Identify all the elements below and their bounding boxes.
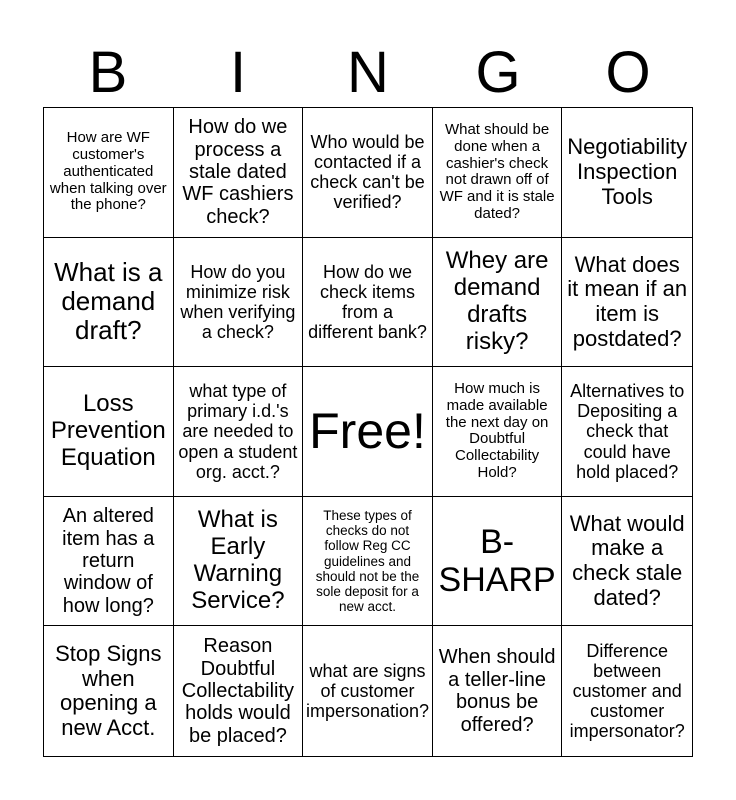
free-space[interactable]: Free! [303,367,433,497]
bingo-cell-r2c2[interactable]: How do you minimize risk when verifying a check? [174,238,304,368]
bingo-cell-r4c2[interactable]: What is Early Warning Service? [174,497,304,627]
bingo-cell-r2c5[interactable]: What does it mean if an item is postdated? [562,238,692,368]
bingo-cell-r3c2[interactable]: what type of primary i.d.'s are needed to open a student org. acct.? [174,367,304,497]
bingo-cell-r1c1[interactable]: How are WF customer's authenticated when talking over the phone? [44,108,174,238]
bingo-cell-r4c4[interactable]: B-SHARP [433,497,563,627]
header-letter-o: O [605,40,651,105]
bingo-cell-r5c2[interactable]: Reason Doubtful Collectability holds would be placed? [174,626,304,756]
bingo-header [43,42,693,104]
header-letter-g: G [475,40,521,105]
bingo-cell-r1c4[interactable]: What should be done when a cashier's check not drawn off of WF and it is stale dated? [433,108,563,238]
bingo-cell-r2c1[interactable]: What is a demand draft? [44,238,174,368]
header-letter-n: N [347,40,389,105]
bingo-cell-r3c4[interactable]: How much is made available the next day on Doubtful Collectability Hold? [433,367,563,497]
bingo-cell-r1c3[interactable]: Who would be contacted if a check can't be verified? [303,108,433,238]
bingo-card [43,107,693,757]
bingo-cell-r3c1[interactable]: Loss Prevention Equation [44,367,174,497]
bingo-cell-r3c5[interactable]: Alternatives to Depositing a check that could have hold placed? [562,367,692,497]
bingo-cell-r5c3[interactable]: what are signs of customer impersonation? [303,626,433,756]
bingo-cell-r5c4[interactable]: When should a teller-line bonus be offered? [433,626,563,756]
bingo-cell-r5c5[interactable]: Difference between customer and customer impersonator? [569,640,685,742]
bingo-cell-r5c1[interactable]: Stop Signs when opening a new Acct. [44,626,174,756]
bingo-cell-r4c3[interactable]: These types of checks do not follow Reg CC guidelines and should not be the sole deposit for a new acct. [303,497,433,627]
bingo-cell-r4c5[interactable]: What would make a check stale dated? [562,497,692,627]
bingo-cell-r1c2[interactable]: How do we process a stale dated WF cashiers check? [174,108,304,238]
bingo-cell-r4c1[interactable]: An altered item has a return window of how long? [44,497,174,627]
header-letter-i: I [229,40,247,105]
bingo-cell-r2c3[interactable]: How do we check items from a different bank? [303,238,433,368]
bingo-cell-r2c4[interactable]: Whey are demand drafts risky? [433,238,563,368]
header-letter-b: B [88,40,128,105]
bingo-cell-r1c5[interactable]: Negotiability Inspection Tools [562,108,692,238]
